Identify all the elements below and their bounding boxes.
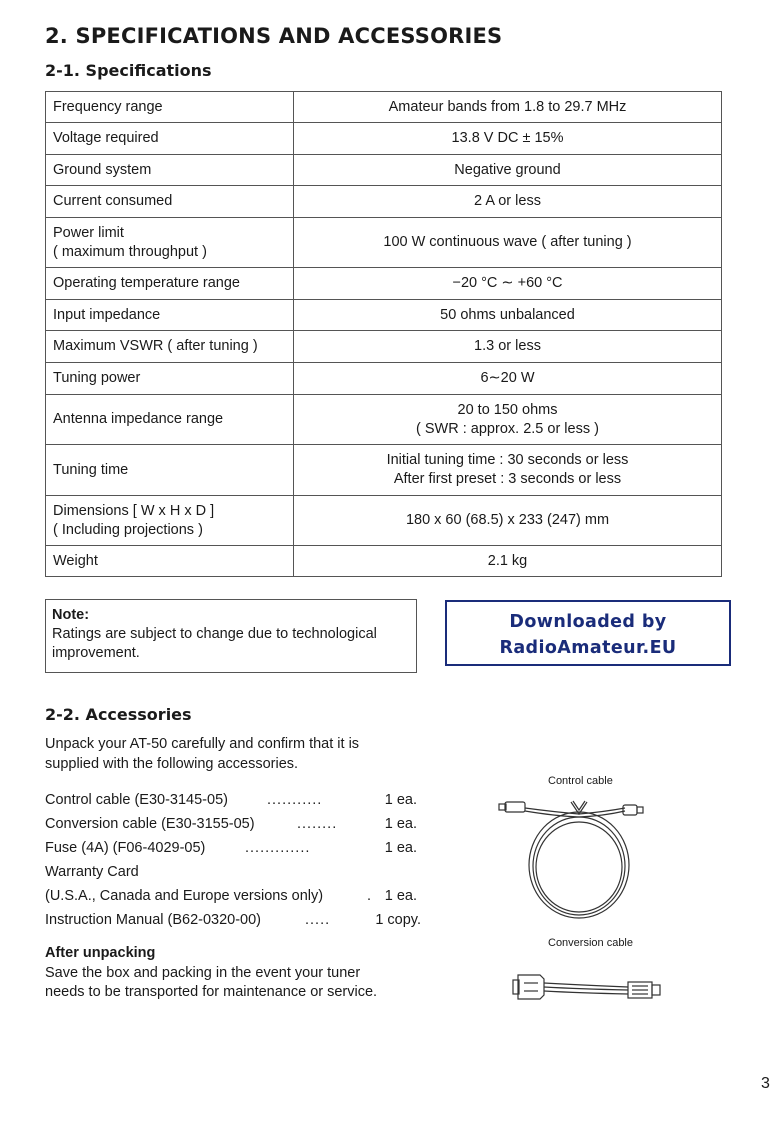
spec-value-cell — [294, 300, 722, 331]
accessory-name: Fuse (4A) (F06-4029-05) — [45, 840, 206, 856]
spec-label: Frequency range — [53, 98, 163, 115]
table-row — [46, 186, 722, 218]
list-item — [45, 884, 425, 908]
page-number: 3 — [761, 1075, 770, 1092]
spec-label-cell — [46, 445, 294, 496]
accessories-heading: 2-2. Accessories — [45, 705, 192, 724]
spec-value-cell — [294, 395, 722, 445]
accessory-qty: 1 ea. — [384, 792, 417, 808]
after-line: needs to be transported for maintenance or service. — [45, 984, 378, 1000]
spec-label-cell — [46, 186, 294, 218]
leader-dots: ..... — [305, 912, 331, 928]
spec-value: Initial tuning time : 30 seconds or less — [386, 452, 629, 468]
conversion-cable-label: Conversion cable — [548, 937, 633, 949]
spec-label-cell — [46, 155, 294, 186]
table-row — [46, 218, 722, 268]
leader-dots: ........... — [267, 792, 323, 808]
spec-label: ( maximum throughput ) — [53, 243, 207, 260]
spec-value: 6∼20 W — [480, 370, 535, 386]
spec-value: After first preset : 3 seconds or less — [393, 471, 622, 487]
table-row — [46, 123, 722, 155]
spec-value: 180 x 60 (68.5) x 233 (247) mm — [405, 512, 610, 528]
spec-value-cell — [294, 92, 722, 123]
table-row — [46, 496, 722, 546]
accessory-qty: 1 ea. — [384, 816, 417, 832]
spec-value: −20 °C ∼ +60 °C — [452, 275, 563, 291]
spec-value-cell — [294, 186, 722, 218]
intro-line: Unpack your AT-50 carefully and confirm that it is — [45, 736, 360, 752]
control-cable-illustration — [495, 790, 655, 930]
accessory-qty: 1 copy. — [375, 912, 421, 928]
spec-label-cell — [46, 496, 294, 546]
spec-label: Ground system — [53, 161, 152, 178]
accessory-list — [45, 788, 425, 932]
after-heading: After unpacking — [45, 945, 156, 961]
accessory-name: Instruction Manual (B62-0320-00) — [45, 912, 262, 928]
table-row — [46, 300, 722, 331]
spec-label: Dimensions [ W x H x D ] — [53, 502, 215, 519]
accessory-qty: 1 ea. — [384, 840, 417, 856]
after-unpacking — [45, 944, 377, 1003]
note-heading: Note: — [52, 607, 90, 623]
spec-label-cell — [46, 123, 294, 155]
table-row — [46, 268, 722, 300]
download-stamp — [445, 600, 731, 666]
after-line: Save the box and packing in the event your tuner — [45, 964, 361, 981]
specifications-table — [45, 91, 722, 577]
accessory-name: (U.S.A., Canada and Europe versions only) — [45, 888, 324, 904]
spec-value-cell — [294, 445, 722, 496]
spec-label: ( Including projections ) — [53, 521, 203, 538]
table-row — [46, 546, 722, 577]
leader-dots: ............. — [245, 840, 311, 856]
note-line: Ratings are subject to change due to technological — [52, 626, 377, 642]
spec-value: 1.3 or less — [474, 338, 541, 354]
intro-line: supplied with the following accessories. — [45, 755, 299, 772]
spec-label: Tuning time — [53, 461, 129, 478]
spec-value-cell — [294, 331, 722, 363]
accessory-qty: 1 ea. — [384, 888, 417, 904]
leader-dots: ........ — [297, 816, 338, 832]
spec-value: 50 ohms unbalanced — [440, 306, 575, 323]
page-title: 2. SPECIFICATIONS AND ACCESSORIES — [45, 24, 503, 48]
table-row — [46, 395, 722, 445]
table-row — [46, 445, 722, 496]
spec-label-cell — [46, 300, 294, 331]
spec-label-cell — [46, 92, 294, 123]
spec-value-cell — [294, 363, 722, 395]
spec-label-cell — [46, 218, 294, 268]
spec-label: Tuning power — [53, 370, 141, 386]
spec-value-cell — [294, 268, 722, 300]
leader-dots: . — [367, 888, 373, 904]
spec-value: Negative ground — [454, 161, 561, 178]
spec-label: Antenna impedance range — [53, 411, 224, 427]
control-cable-label: Control cable — [548, 775, 613, 787]
spec-value-cell — [294, 218, 722, 268]
spec-label-cell — [46, 395, 294, 445]
spec-value: Amateur bands from 1.8 to 29.7 MHz — [388, 98, 627, 115]
spec-value: 20 to 150 ohms — [457, 401, 558, 418]
spec-label: Operating temperature range — [53, 275, 240, 291]
spec-label-cell — [46, 268, 294, 300]
list-item — [45, 788, 425, 812]
download-site: RadioAmateur.EU — [499, 638, 677, 658]
spec-value: 2 A or less — [474, 193, 541, 209]
spec-value-cell — [294, 496, 722, 546]
list-item — [45, 860, 425, 884]
accessories-intro — [45, 735, 359, 774]
spec-label: Input impedance — [53, 306, 161, 323]
list-item — [45, 908, 425, 932]
spec-label-cell — [46, 363, 294, 395]
table-row — [46, 331, 722, 363]
note-box — [45, 599, 417, 673]
spec-value-cell — [294, 546, 722, 577]
spec-label: Weight — [53, 552, 98, 569]
spec-value: 100 W continuous wave ( after tuning ) — [383, 234, 632, 250]
spec-label-cell — [46, 331, 294, 363]
list-item — [45, 812, 425, 836]
spec-value: 13.8 V DC ± 15% — [451, 130, 564, 146]
table-row — [46, 92, 722, 123]
specifications-heading: 2-1. Specifications — [45, 61, 212, 80]
list-item — [45, 836, 425, 860]
table-row — [46, 363, 722, 395]
spec-label: Voltage required — [53, 130, 159, 146]
spec-label: Maximum VSWR ( after tuning ) — [53, 338, 258, 354]
accessory-name: Warranty Card — [45, 864, 139, 880]
spec-value: 2.1 kg — [487, 552, 528, 569]
spec-label: Power limit — [53, 224, 124, 241]
spec-label-cell — [46, 546, 294, 577]
spec-value-cell — [294, 123, 722, 155]
accessory-name: Control cable (E30-3145-05) — [45, 792, 228, 808]
download-line: Downloaded by — [509, 612, 667, 632]
spec-label: Current consumed — [53, 193, 173, 209]
conversion-cable-illustration — [510, 965, 670, 1011]
note-line: improvement. — [52, 645, 140, 661]
spec-value-cell — [294, 155, 722, 186]
table-row — [46, 155, 722, 186]
accessory-name: Conversion cable (E30-3155-05) — [45, 816, 255, 832]
spec-value: ( SWR : approx. 2.5 or less ) — [416, 420, 599, 437]
